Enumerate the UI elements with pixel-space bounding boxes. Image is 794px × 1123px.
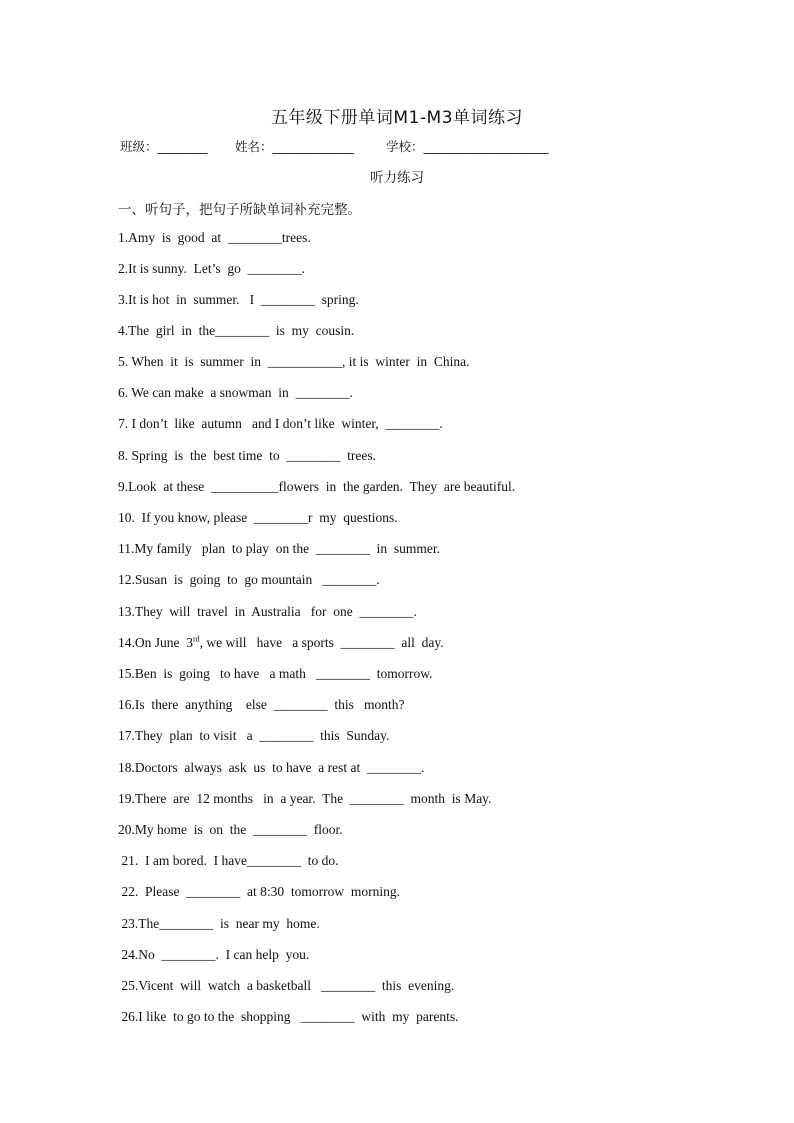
question-6: 6. We can make a snowman in ________. (118, 385, 353, 400)
question-14 (118, 634, 444, 652)
question-7: 7. I don’t like autumn and I don’t like winter, ________. (118, 416, 443, 431)
question-17: 17.They plan to visit a ________ this Sunday. (118, 728, 390, 743)
question-20: 20.My home is on the ________ floor. (118, 822, 343, 837)
name-label: 姓名：_____________ (235, 139, 354, 154)
question-11: 11.My family plan to play on the ________ in summer. (118, 541, 440, 556)
question-9: 9.Look at these __________flowers in the garden. They are beautiful. (118, 479, 516, 494)
question-22: 22. Please ________ at 8:30 tomorrow morning. (118, 884, 400, 899)
student-info-row (120, 137, 640, 157)
question-10: 10. If you know, please ________r my questions. (118, 510, 398, 525)
question-18: 18.Doctors always ask us to have a rest at ________. (118, 760, 425, 775)
question-12: 12.Susan is going to go mountain ________. (118, 572, 380, 587)
question-21: 21. I am bored. I have________ to do. (118, 853, 339, 868)
exercise-instruction: 一、听句子，把句子所缺单词补充完整。 (118, 202, 361, 218)
question-13: 13.They will travel in Australia for one ________. (118, 604, 417, 619)
question-2: 2.It is sunny. Let’s go ________. (118, 261, 305, 276)
document-title: 五年级下册单词M1-M3单词练习 (270, 108, 524, 128)
question-5: 5. When it is summer in ___________, it is winter in China. (118, 354, 470, 369)
question-15: 15.Ben is going to have a math ________ tomorrow. (118, 666, 433, 681)
section-subtitle: 听力练习 (370, 170, 424, 186)
class-label: 班级：________ (120, 139, 208, 154)
question-23: 23.The________ is near my home. (118, 916, 320, 931)
question-4: 4.The girl in the________ is my cousin. (118, 323, 355, 338)
question-24: 24.No ________. I can help you. (118, 947, 310, 962)
question-14-start: 14.On June 3 (118, 635, 193, 650)
question-14-end: , we will have a sports ________ all day. (199, 635, 444, 650)
question-25: 25.Vicent will watch a basketball ________ this evening. (118, 978, 455, 993)
question-19: 19.There are 12 months in a year. The ________ month is May. (118, 791, 492, 806)
question-16: 16.Is there anything else ________ this month? (118, 697, 405, 712)
ordinal-suffix: rd (193, 634, 200, 644)
question-3: 3.It is hot in summer. I ________ spring. (118, 292, 359, 307)
question-1: 1.Amy is good at ________trees. (118, 230, 311, 245)
question-26: 26.I like to go to the shopping ________ with my parents. (118, 1009, 459, 1024)
school-label: 学校：____________________ (386, 139, 549, 154)
question-8: 8. Spring is the best time to ________ trees. (118, 448, 376, 463)
